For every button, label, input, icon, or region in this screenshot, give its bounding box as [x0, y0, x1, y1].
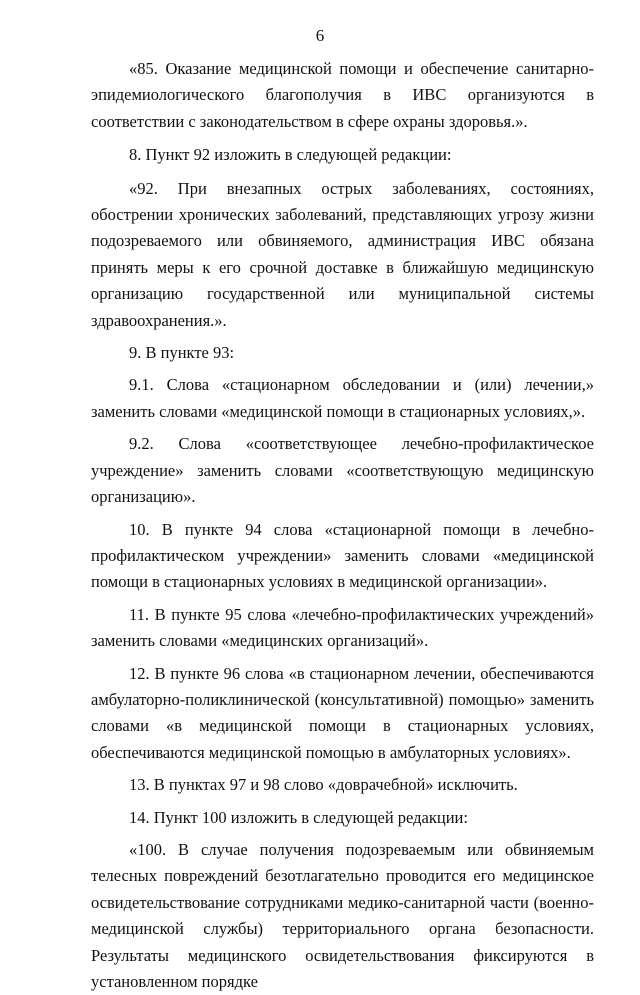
- paragraph-100-text: «100. В случае получения подозреваемым или обвиняемым телесных повреждений безотлагательно проводится его медицинское освидетельствование сотрудниками медико-санитарной части (военно-медицинской службы) территориального органа безопасности. Результаты медицинского освидетельствования фиксируются в установленном порядке: [91, 839, 594, 991]
- paragraph-item-8: 8. Пункт 92 изложить в следующей редакции:: [129, 145, 452, 165]
- paragraph-item-9-1: 9.1. Слова «стационарном обследовании и (или) лечении,» заменить словами «медицинской помощи в стационарных условиях,».: [91, 375, 594, 421]
- paragraph-item-9-2: 9.2. Слова «соответствующее лечебно-профилактическое учреждение» заменить словами «соответствующую медицинскую организацию».: [91, 434, 594, 507]
- paragraph-item-12: 12. В пункте 96 слова «в стационарном лечении, обеспечиваются амбулаторно-поликлинической (консультативной) помощью» заменить словами «в медицинской помощи в стационарных условиях, обеспечиваются медицинской помощью в амбулаторных условиях».: [91, 663, 594, 762]
- page-number: 6: [315, 26, 325, 45]
- document-body: [91, 56, 594, 995]
- paragraph-85-text: «85. Оказание медицинской помощи и обеспечение санитарно-эпидемиологического благополучия в ИВС организуются в соответствии с законодательством в сфере охраны здоровья.».: [91, 59, 594, 131]
- paragraph-item-10: 10. В пункте 94 слова «стационарной помощи в лечебно-профилактическом учреждении» заменить словами «медицинской помощи в стационарных условиях в медицинской организации».: [91, 519, 594, 592]
- paragraph-item-13: 13. В пунктах 97 и 98 слово «доврачебной» исключить.: [129, 775, 518, 795]
- paragraph-92-text: «92. При внезапных острых заболеваниях, состояниях, обострении хронических заболеваний, представляющих угрозу жизни подозреваемого или обвиняемого, администрация ИВС обязана принять меры к его срочной доставке в ближайшую медицинскую организацию государственной или муниципальной системы здравоохранения.».: [91, 178, 594, 330]
- paragraph-item-11: 11. В пункте 95 слова «лечебно-профилактических учреждений» заменить словами «медицинских организаций».: [91, 604, 594, 651]
- paragraph-item-14: 14. Пункт 100 изложить в следующей редакции:: [129, 807, 468, 827]
- paragraph-item-9: 9. В пункте 93:: [129, 343, 235, 363]
